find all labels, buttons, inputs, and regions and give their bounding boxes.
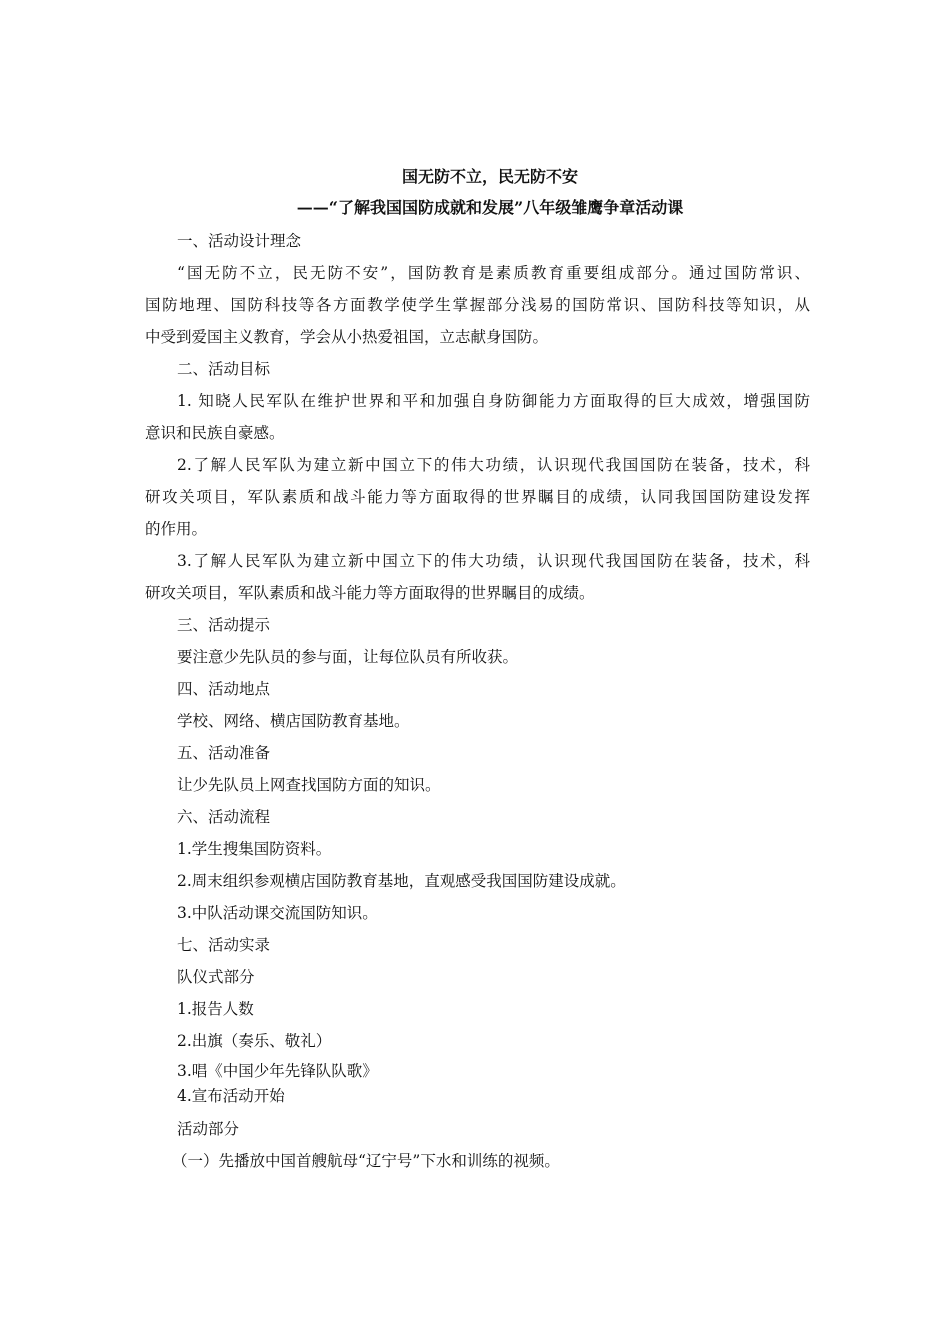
goal-item-line: 研攻关项目，军队素质和战斗能力等方面取得的世界瞩目的成绩。 [145, 584, 595, 602]
section-heading-process: 六、活动流程 [177, 808, 271, 826]
process-item: 3.中队活动课交流国防知识。 [177, 904, 378, 922]
goal-item-line: 3.了解人民军队为建立新中国立下的伟大功绩，认识现代我国国防在装备，技术，科 [177, 552, 810, 570]
process-item: 1.学生搜集国防资料。 [177, 840, 332, 858]
goal-item-line: 意识和民族自豪感。 [145, 424, 285, 442]
paragraph-line: “国无防不立，民无防不安”，国防教育是素质教育重要组成部分。通过国防常识、 [177, 264, 810, 282]
ceremony-item: 3.唱《中国少年先锋队队歌》 [177, 1062, 378, 1080]
section-heading-design-concept: 一、活动设计理念 [177, 232, 302, 250]
document-title: 国无防不立，民无防不安 [401, 167, 578, 186]
document-subtitle: ——“了解我国国防成就和发展”八年级雏鹰争章活动课 [296, 198, 684, 217]
section-heading-tips: 三、活动提示 [177, 616, 271, 634]
section-heading-location: 四、活动地点 [177, 680, 271, 698]
paragraph-line: 中受到爱国主义教育，学会从小热爱祖国，立志献身国防。 [145, 328, 549, 346]
section-heading-record: 七、活动实录 [177, 936, 271, 954]
paragraph-line: 国防地理、国防科技等各方面教学使学生掌握部分浅易的国防常识、国防科技等知识，从 [145, 296, 810, 314]
ceremony-item: 4.宣布活动开始 [177, 1087, 285, 1105]
preparation-text: 让少先队员上网查找国防方面的知识。 [177, 776, 441, 794]
location-text: 学校、网络、横店国防教育基地。 [177, 712, 410, 730]
section-heading-preparation: 五、活动准备 [177, 744, 271, 762]
goal-item-line: 的作用。 [145, 520, 208, 538]
tips-text: 要注意少先队员的参与面，让每位队员有所收获。 [177, 648, 519, 666]
section-heading-goals: 二、活动目标 [177, 360, 271, 378]
goal-item-line: 1. 知晓人民军队在维护世界和平和加强自身防御能力方面取得的巨大成效，增强国防 [177, 392, 810, 410]
subsection-heading: 活动部分 [177, 1120, 240, 1138]
ceremony-item: 2.出旗（奏乐、敬礼） [177, 1032, 332, 1050]
goal-item-line: 研攻关项目，军队素质和战斗能力等方面取得的世界瞩目的成绩，认同我国国防建设发挥 [145, 488, 810, 506]
ceremony-item: 1.报告人数 [177, 1000, 254, 1018]
activity-paragraph: （一）先播放中国首艘航母“辽宁号”下水和训练的视频。 [172, 1152, 560, 1170]
process-item: 2.周末组织参观横店国防教育基地，直观感受我国国防建设成就。 [177, 872, 626, 890]
goal-item-line: 2.了解人民军队为建立新中国立下的伟大功绩，认识现代我国国防在装备，技术，科 [177, 456, 810, 474]
subsection-heading: 队仪式部分 [177, 968, 255, 986]
